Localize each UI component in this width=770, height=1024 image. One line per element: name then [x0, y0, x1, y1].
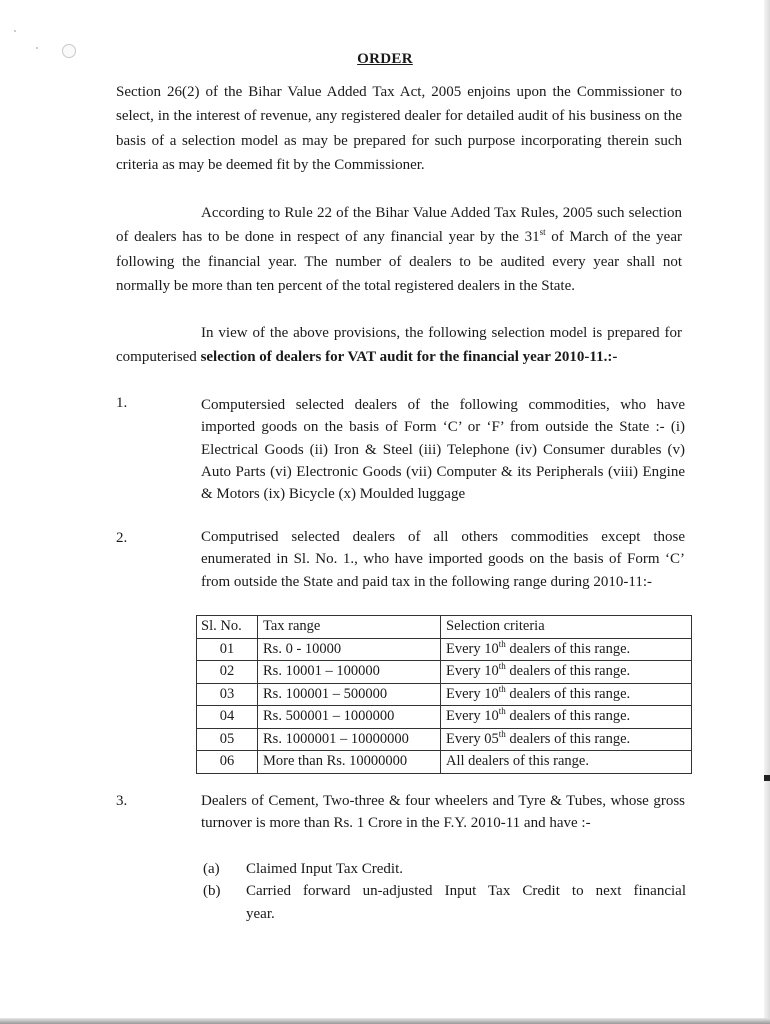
table-cell-selection-criteria	[441, 638, 692, 661]
scan-speck	[14, 30, 16, 32]
table-cell-selection-criteria	[441, 706, 692, 729]
table-row	[197, 706, 692, 729]
table-header-row	[197, 616, 692, 639]
document-title: ORDER	[357, 51, 413, 67]
table-cell-tax-range: Rs. 1000001 – 10000000	[258, 728, 441, 751]
table-cell-sl-no: 01	[197, 638, 258, 661]
item-3-sub-b-text-line1: Carried forward un-adjusted Input Tax Credit to next financial	[246, 883, 686, 899]
table-cell-tax-range: Rs. 100001 – 500000	[258, 683, 441, 706]
item-3-sub-a-label: (a)	[203, 861, 220, 877]
criteria-text: Every 10	[446, 708, 499, 725]
item-3-sub-b-text-line2: year.	[246, 906, 275, 922]
criteria-text-cont: dealers of this range.	[505, 730, 631, 747]
scan-edge-mark	[764, 775, 770, 781]
criteria-text: Every 05	[446, 730, 499, 747]
paragraph-rule-22-text: According to Rule 22 of the Bihar Value Added Tax Rules, 2005 such selection of dealers has to be done in respect of any financial year by the 31	[116, 205, 682, 246]
ordinal-suffix: th	[498, 728, 506, 739]
table-header-tax-range: Tax range	[258, 616, 441, 639]
item-1-number: 1.	[116, 395, 128, 411]
table-cell-sl-no: 06	[197, 751, 258, 774]
table-cell-sl-no: 05	[197, 728, 258, 751]
criteria-text: Every 10	[446, 663, 499, 680]
scan-speck	[36, 47, 38, 49]
table-cell-sl-no: 02	[197, 661, 258, 684]
criteria-text-cont: dealers of this range.	[505, 640, 631, 657]
table-row	[197, 728, 692, 751]
item-3-sub-b-label: (b)	[203, 883, 221, 899]
item-2-text: Computrised selected dealers of all others commodities except those enumerated in Sl. No. 1., who have imported goods on the basis of Form ‘C’ from outside the State and paid tax in the following range during 2010-11:-	[201, 529, 685, 590]
table-row	[197, 751, 692, 774]
criteria-text-cont: dealers of this range.	[505, 708, 631, 725]
paragraph-section-26: Section 26(2) of the Bihar Value Added Tax Act, 2005 enjoins upon the Commissioner to select, in the interest of revenue, any registered dealer for detailed audit of his business on the basis of a selection model as may be prepared for such purpose incorporating therein such criteria as may be deemed fit by the Commissioner.	[116, 84, 682, 174]
table-header-sl-no: Sl. No.	[197, 616, 258, 639]
item-2-number: 2.	[116, 530, 128, 546]
paragraph-rule-22	[116, 201, 682, 299]
scan-edge-right	[764, 0, 770, 1024]
table-row	[197, 661, 692, 684]
ordinal-suffix: th	[498, 706, 506, 717]
paragraph-rule-22-text-cont: of March of the year following the financial year. The number of dealers to be audited every year shall not normally be more than ten percent of the total registered dealers in the State.	[116, 229, 682, 295]
table-header-selection-criteria: Selection criteria	[441, 616, 692, 639]
table-row	[197, 683, 692, 706]
criteria-text-cont: dealers of this range.	[505, 685, 631, 702]
table-body	[197, 638, 692, 773]
item-1-text: Computersied selected dealers of the following commodities, who have imported goods on the basis of Form ‘C’ or ‘F’ from outside the State :- (i) Electrical Goods (ii) Iron & Steel (iii) Telephone (iv) Consumer durables (v) Auto Parts (vi) Electronic Goods (vii) Computer & its Peripherals (viii) Engine & Motors (ix) Bicycle (x) Moulded luggage	[201, 397, 685, 503]
table-cell-selection-criteria	[441, 661, 692, 684]
paragraph-selection-model	[116, 321, 682, 370]
ordinal-suffix: st	[539, 227, 546, 238]
item-3-text: Dealers of Cement, Two-three & four wheelers and Tyre & Tubes, whose gross turnover is more than Rs. 1 Crore in the F.Y. 2010-11 and have :-	[201, 793, 685, 832]
criteria-text: Every 10	[446, 640, 499, 657]
paragraph-selection-model-text: In view of the above provisions, the following selection model is prepared for computerised	[116, 325, 682, 366]
criteria-text: All dealers of this range.	[446, 753, 589, 770]
ordinal-suffix: th	[498, 638, 506, 649]
tax-range-table	[196, 615, 692, 774]
table-cell-tax-range: Rs. 10001 – 100000	[258, 661, 441, 684]
item-3-number: 3.	[116, 793, 128, 809]
table-cell-tax-range: Rs. 500001 – 1000000	[258, 706, 441, 729]
paragraph-selection-model-bold: selection of dealers for VAT audit for the financial year 2010-11.:-	[200, 349, 618, 366]
criteria-text-cont: dealers of this range.	[505, 663, 631, 680]
table-cell-sl-no: 03	[197, 683, 258, 706]
ordinal-suffix: th	[498, 683, 506, 694]
table-cell-selection-criteria	[441, 728, 692, 751]
table-cell-tax-range: More than Rs. 10000000	[258, 751, 441, 774]
criteria-text: Every 10	[446, 685, 499, 702]
table-row	[197, 638, 692, 661]
item-3-sub-a-text: Claimed Input Tax Credit.	[246, 861, 403, 877]
ordinal-suffix: th	[498, 661, 506, 672]
table-cell-tax-range: Rs. 0 - 10000	[258, 638, 441, 661]
table-cell-selection-criteria	[441, 683, 692, 706]
table-cell-selection-criteria	[441, 751, 692, 774]
table-cell-sl-no: 04	[197, 706, 258, 729]
scan-edge-bottom	[0, 1018, 770, 1024]
